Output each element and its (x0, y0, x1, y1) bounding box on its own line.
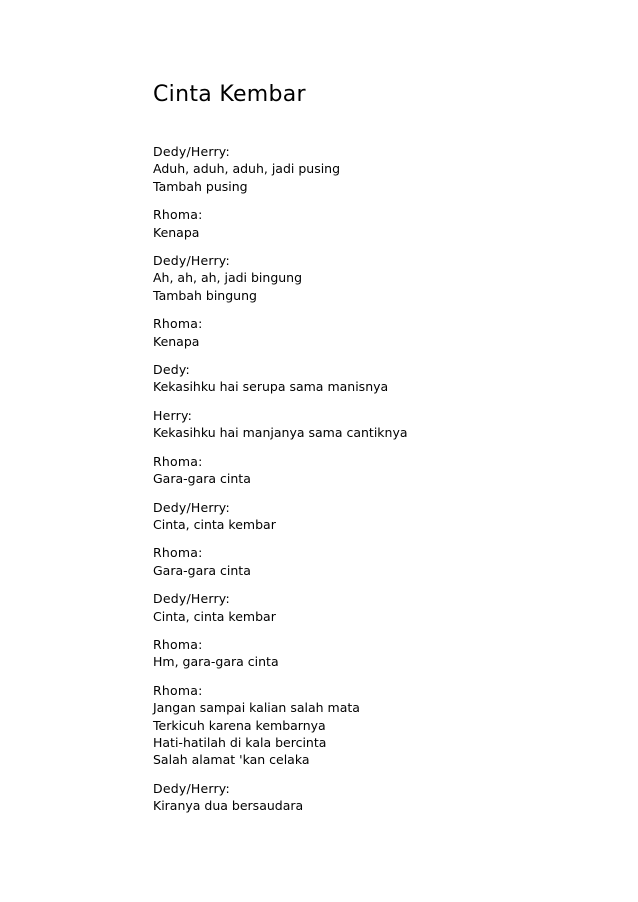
lyric-line: Jangan sampai kalian salah mata (153, 700, 360, 716)
lyric-stanza (153, 143, 593, 195)
lyric-stanza (153, 544, 593, 579)
lyric-line: Kekasihku hai serupa sama manisnya (153, 379, 389, 395)
speaker-label: Dedy/Herry: (153, 144, 230, 159)
lyric-line: Cinta, cinta kembar (153, 516, 276, 532)
speaker-label: Dedy/Herry: (153, 253, 230, 269)
speaker-label: Herry: (153, 407, 193, 423)
lyric-stanza (153, 252, 593, 304)
lyric-stanza (153, 499, 593, 534)
lyric-line: Kenapa (153, 333, 200, 349)
lyric-line: Salah alamat 'kan celaka (153, 752, 310, 768)
lyric-stanza (153, 453, 593, 488)
lyric-stanza (153, 361, 593, 396)
speaker-label: Rhoma: (153, 545, 203, 561)
lyric-line: Ah, ah, ah, jadi bingung (153, 270, 303, 286)
lyrics-body (153, 143, 593, 826)
speaker-label: Rhoma: (153, 636, 203, 652)
lyric-line: Aduh, aduh, aduh, jadi pusing (153, 161, 341, 177)
lyric-stanza (153, 315, 593, 350)
lyric-line: Gara-gara cinta (153, 471, 251, 487)
lyric-stanza (153, 407, 593, 442)
lyric-stanza (153, 206, 593, 241)
lyric-line: Tambah bingung (153, 287, 257, 303)
lyric-line: Terkicuh karena kembarnya (153, 717, 326, 733)
lyric-stanza (153, 636, 593, 671)
lyric-stanza (153, 682, 593, 769)
speaker-label: Dedy/Herry: (153, 591, 230, 607)
lyric-line: Kekasihku hai manjanya sama cantiknya (153, 425, 408, 441)
speaker-label: Rhoma: (153, 682, 203, 698)
lyric-line: Cinta, cinta kembar (153, 608, 276, 624)
lyric-stanza (153, 590, 593, 625)
lyric-line: Kenapa (153, 224, 200, 240)
speaker-label: Rhoma: (153, 316, 203, 332)
lyric-stanza (153, 780, 593, 815)
lyric-line: Hm, gara-gara cinta (153, 654, 279, 670)
speaker-label: Dedy: (153, 362, 190, 378)
lyric-line: Kiranya dua bersaudara (153, 798, 304, 814)
lyric-line: Hati-hatilah di kala bercinta (153, 734, 327, 750)
song-title: Cinta Kembar (153, 82, 306, 107)
speaker-label: Rhoma: (153, 207, 203, 223)
speaker-label: Dedy/Herry: (153, 499, 230, 515)
lyric-line: Tambah pusing (153, 178, 248, 194)
speaker-label: Rhoma: (153, 453, 203, 469)
speaker-label: Dedy/Herry: (153, 780, 230, 796)
lyric-line: Gara-gara cinta (153, 562, 251, 578)
